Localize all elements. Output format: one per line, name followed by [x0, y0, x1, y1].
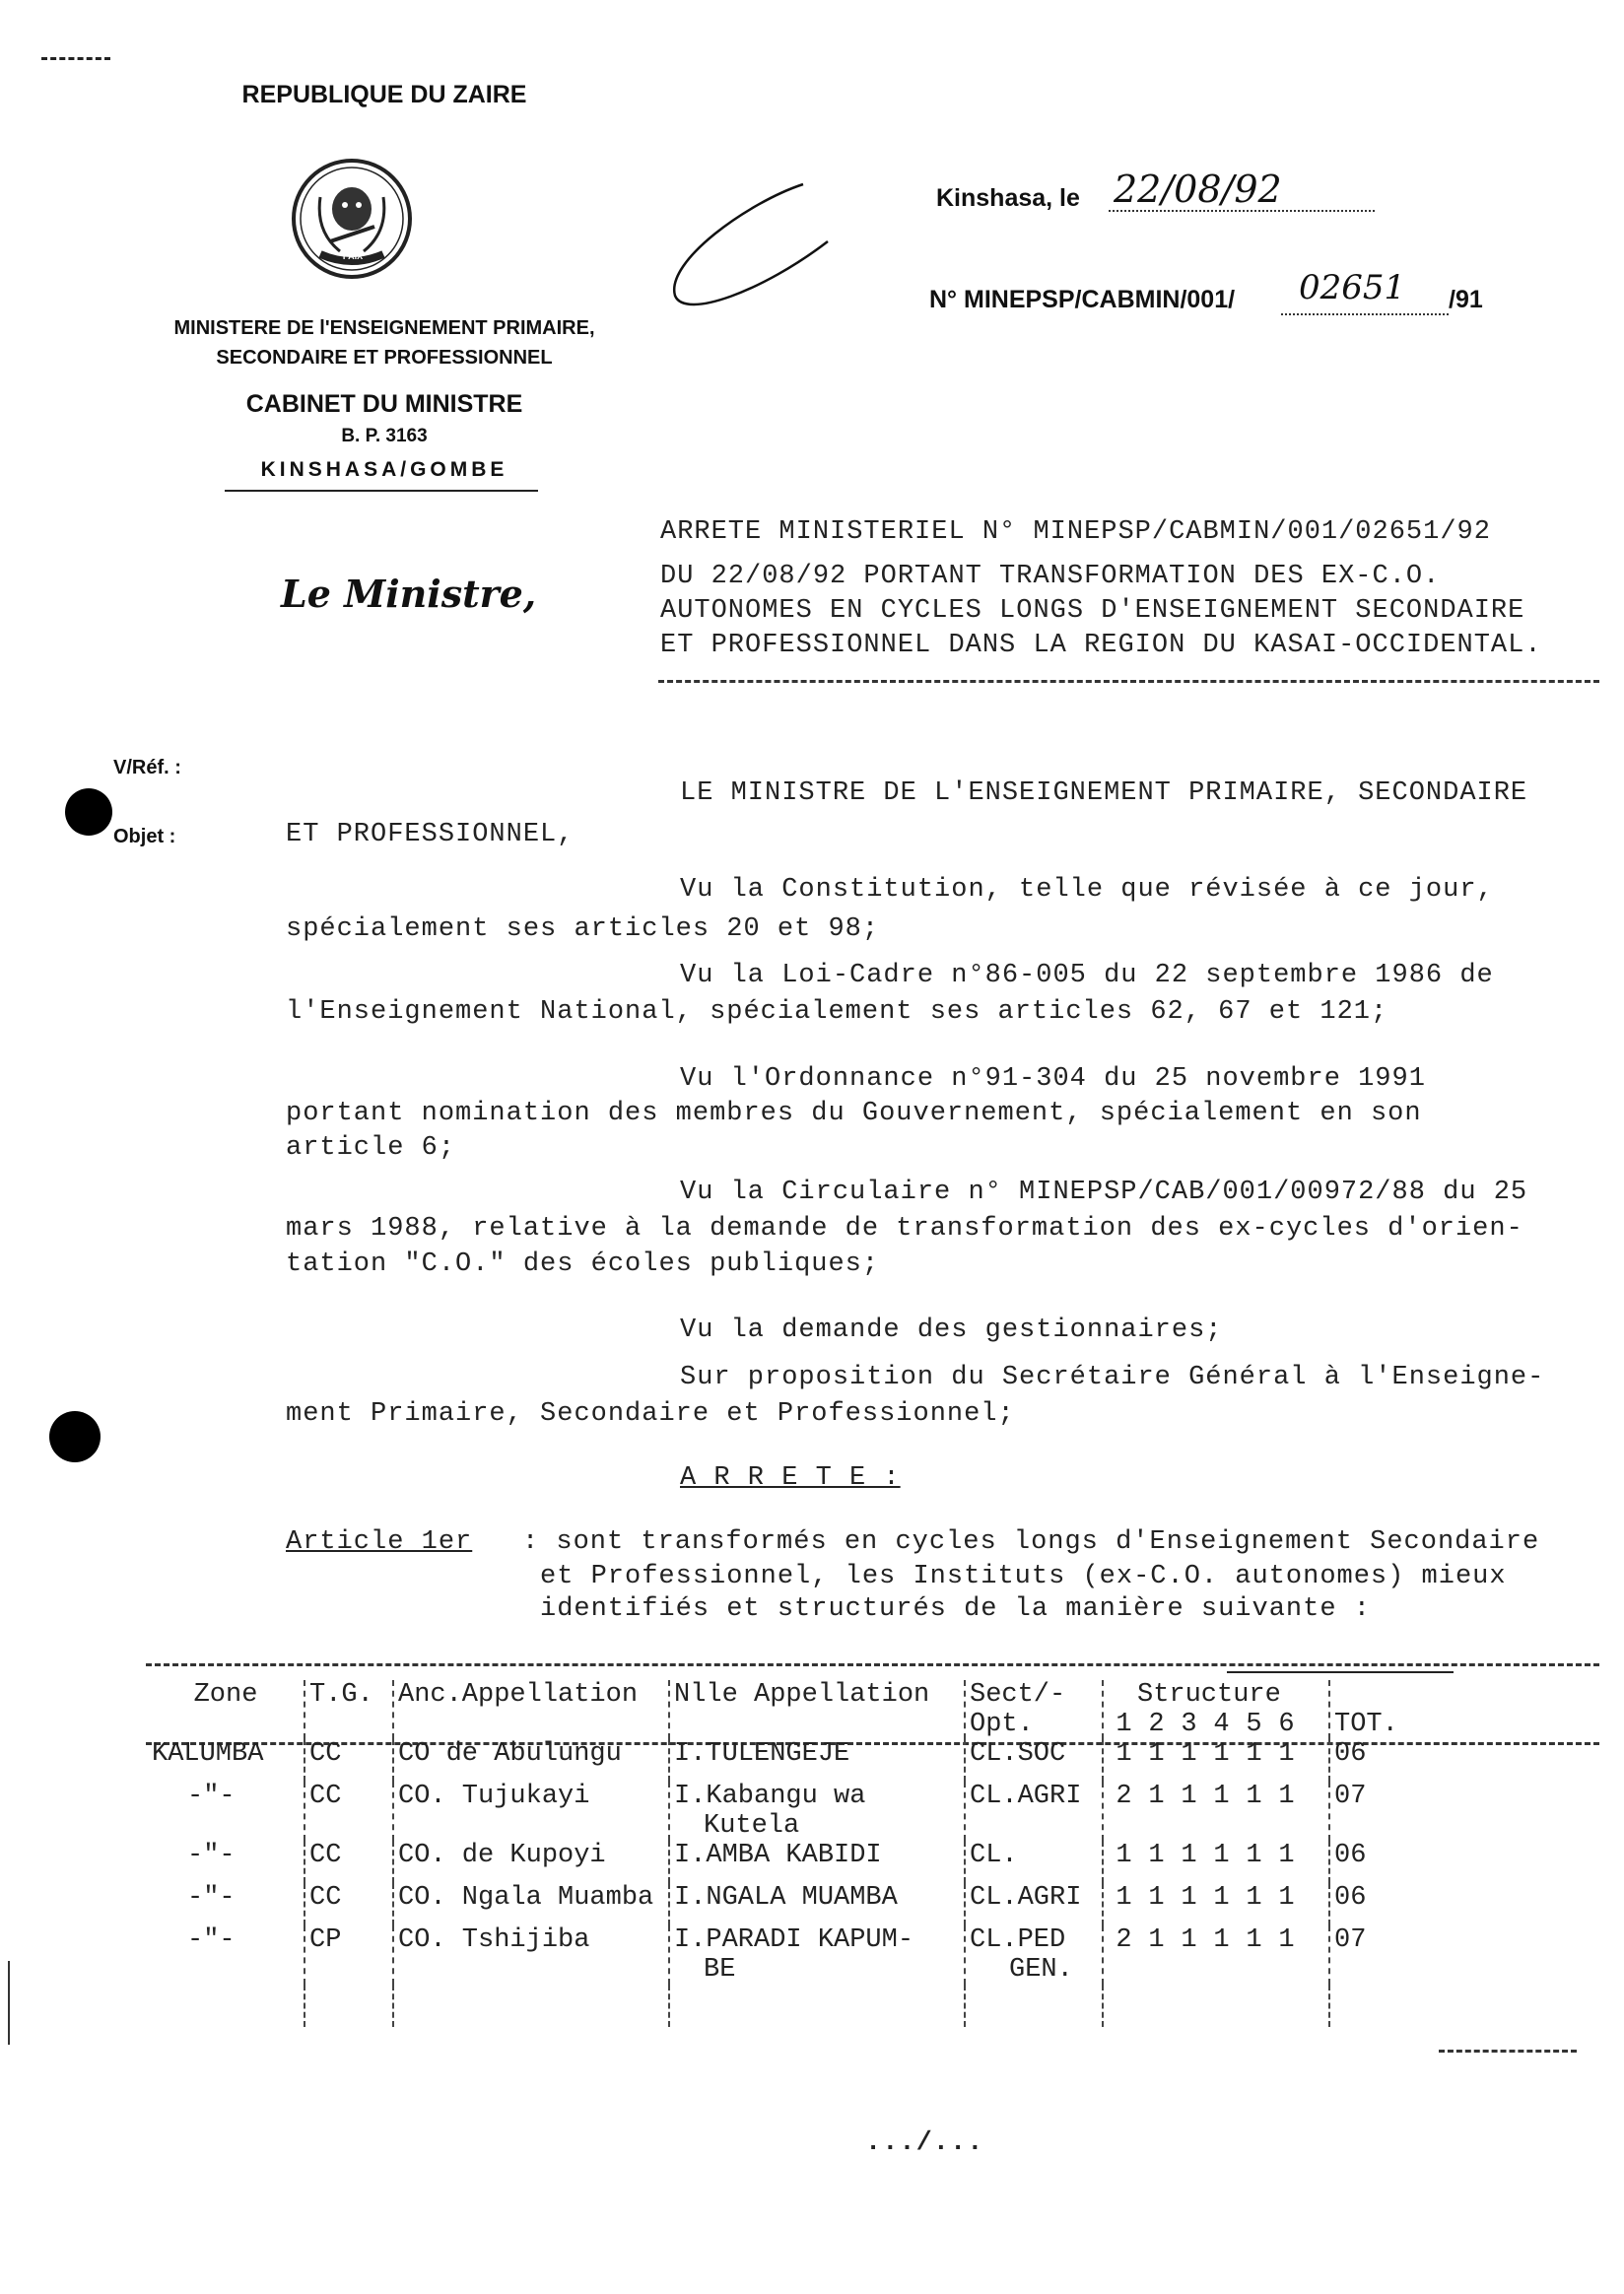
cell-nlle [669, 1925, 965, 1985]
cell-year-5: 1 [1246, 1841, 1262, 1870]
header-year-5: 5 [1246, 1710, 1262, 1739]
header-anc-appellation: Anc.Appellation [393, 1680, 669, 1739]
cell-sect-line-1: CL.SOC [970, 1739, 1066, 1769]
cell-anc: CO de Abulungu [393, 1739, 669, 1782]
cell-sect [965, 1782, 1103, 1841]
cell-year-3: 1 [1181, 1841, 1197, 1870]
cell-year-2: 1 [1148, 1925, 1165, 1955]
article-label: Article 1er [286, 1527, 473, 1557]
cell-nlle-line-1: I.NGALA MUAMBA [674, 1883, 898, 1913]
cell-year-5: 1 [1246, 1883, 1262, 1913]
article-text-1: : sont transformés en cycles longs d'Enseignement Secondaire [522, 1527, 1540, 1557]
vu-constitution-2: spécialement ses articles 20 et 98; [286, 914, 880, 944]
header-years [1108, 1710, 1324, 1739]
cell-year-4: 1 [1213, 1883, 1230, 1913]
structure-underline [1227, 1671, 1454, 1673]
cell-year-6: 1 [1278, 1739, 1295, 1769]
cell-nlle [669, 1883, 965, 1925]
objet-label: Objet : [113, 826, 176, 847]
header-zone: Zone [193, 1680, 258, 1710]
cell-tg: CP [304, 1925, 393, 1985]
vu-constitution-1: Vu la Constitution, telle que révisée à ce jour, [680, 875, 1494, 905]
header-year-1: 1 [1116, 1710, 1132, 1739]
cell-year-2: 1 [1148, 1841, 1165, 1870]
cell-tg: CC [304, 1841, 393, 1883]
sur-proposition-2: ment Primaire, Secondaire et Professionnel; [286, 1399, 1015, 1429]
reference-suffix: /91 [1449, 286, 1483, 313]
header-structure-label: Structure [1137, 1680, 1281, 1710]
cell-nlle-line-1: I.TULENGEJE [674, 1739, 850, 1769]
cell-structure [1103, 1883, 1329, 1925]
table-top-rule [146, 1663, 1599, 1666]
header-tot: TOT. [1329, 1680, 1427, 1739]
state-seal [291, 158, 414, 281]
cell-anc: CO. de Kupoyi [393, 1841, 669, 1883]
cell-zone: -"- [187, 1782, 236, 1811]
header-year-2: 2 [1148, 1710, 1165, 1739]
header-tg: T.G. [304, 1680, 393, 1739]
header-underline [225, 490, 538, 492]
cell-anc: CO. Ngala Muamba [393, 1883, 669, 1925]
cell-year-1: 1 [1116, 1739, 1132, 1769]
cell-year-5: 1 [1246, 1925, 1262, 1955]
vu-ordonnance-2: portant nomination des membres du Gouvernement, spécialement en son [286, 1099, 1422, 1128]
table-row-blank [148, 1985, 1427, 2027]
cell-year-5: 1 [1246, 1782, 1262, 1811]
cell-zone: -"- [187, 1925, 236, 1955]
vu-circulaire-3: tation "C.O." des écoles publiques; [286, 1249, 880, 1279]
article-text-2: et Professionnel, les Instituts (ex-C.O. autonomes) mieux [540, 1562, 1507, 1591]
dateline-underline [1109, 210, 1375, 212]
cell-tg: CC [304, 1883, 393, 1925]
header-year-6: 6 [1278, 1710, 1295, 1739]
table-row [148, 1925, 1427, 1985]
cell-tg: CC [304, 1739, 393, 1782]
cell-sect-line-2: GEN. [1009, 1955, 1073, 1985]
intro-line-2: ET PROFESSIONNEL, [286, 820, 575, 849]
cell-sect [965, 1925, 1103, 1985]
header-year-3: 3 [1181, 1710, 1197, 1739]
cell-year-6: 1 [1278, 1925, 1295, 1955]
cell-tot: 07 [1329, 1782, 1427, 1841]
left-edge-mark [8, 1961, 10, 2045]
cell-sect-line-1: CL. [970, 1841, 1018, 1870]
cell-year-1: 1 [1116, 1883, 1132, 1913]
title-separator [658, 680, 1599, 683]
table-row [148, 1782, 1427, 1841]
cell-tot: 06 [1329, 1841, 1427, 1883]
vu-ordonnance-3: article 6; [286, 1133, 456, 1163]
seal-icon [291, 158, 414, 281]
cell-year-4: 1 [1213, 1925, 1230, 1955]
ministry-line-2: SECONDAIRE ET PROFESSIONNEL [216, 347, 553, 369]
cell-nlle-line-1: I.Kabangu wa [674, 1782, 866, 1811]
cell-structure [1103, 1925, 1329, 1985]
reference-underline [1281, 313, 1449, 315]
cell-year-1: 2 [1116, 1925, 1132, 1955]
cell-zone: -"- [187, 1883, 236, 1913]
punch-hole-bottom [49, 1411, 101, 1462]
vu-circulaire-1: Vu la Circulaire n° MINEPSP/CAB/001/00972/88 du 25 [680, 1178, 1528, 1207]
punch-hole-top [65, 788, 112, 836]
cell-year-4: 1 [1213, 1841, 1230, 1870]
cell-tot: 06 [1329, 1883, 1427, 1925]
dateline-label: Kinshasa, le [936, 184, 1080, 212]
cell-year-4: 1 [1213, 1782, 1230, 1811]
cell-structure [1103, 1782, 1329, 1841]
vu-loi-cadre-2: l'Enseignement National, spécialement ses articles 62, 67 et 121; [286, 997, 1388, 1027]
cell-year-5: 1 [1246, 1739, 1262, 1769]
table-total-rule [1439, 2050, 1577, 2053]
cell-anc: CO. Tujukayi [393, 1782, 669, 1841]
handwritten-paraph [655, 172, 833, 320]
title-line-2: DU 22/08/92 PORTANT TRANSFORMATION DES EX-C.O. [660, 562, 1441, 591]
vref-label: V/Réf. : [113, 757, 181, 778]
title-line-1: ARRETE MINISTERIEL N° MINEPSP/CABMIN/001/02651/92 [660, 517, 1491, 547]
cell-tg: CC [304, 1782, 393, 1841]
cell-year-2: 1 [1148, 1782, 1165, 1811]
vu-loi-cadre-1: Vu la Loi-Cadre n°86-005 du 22 septembre 1986 de [680, 961, 1494, 990]
table-header-row [148, 1680, 1427, 1739]
article-text-3: identifiés et structurés de la manière suivante : [540, 1594, 1371, 1624]
cell-sect [965, 1841, 1103, 1883]
continuation-mark: .../... [865, 2128, 984, 2158]
title-line-4: ET PROFESSIONNEL DANS LA REGION DU KASAI-OCCIDENTAL. [660, 631, 1542, 660]
header-sect: Sect/- [970, 1680, 1066, 1710]
cabinet-title: CABINET DU MINISTRE [245, 390, 523, 418]
postal-box: B. P. 3163 [341, 426, 428, 446]
header-structure [1103, 1680, 1329, 1739]
intro-line-1: LE MINISTRE DE L'ENSEIGNEMENT PRIMAIRE, SECONDAIRE [680, 778, 1528, 808]
cell-sect-line-1: CL.AGRI [970, 1782, 1082, 1811]
title-line-3: AUTONOMES EN CYCLES LONGS D'ENSEIGNEMENT SECONDAIRE [660, 596, 1525, 626]
header-nlle-appellation: Nlle Appellation [669, 1680, 965, 1739]
seal-text: PAIX [342, 251, 364, 261]
cell-tot: 06 [1329, 1739, 1427, 1782]
cell-anc: CO. Tshijiba [393, 1925, 669, 1985]
stray-mark [41, 57, 110, 60]
cell-year-1: 1 [1116, 1841, 1132, 1870]
cell-year-2: 1 [1148, 1739, 1165, 1769]
sur-proposition-1: Sur proposition du Secrétaire Général à l'Enseigne- [680, 1363, 1545, 1392]
cell-year-3: 1 [1181, 1739, 1197, 1769]
cell-year-6: 1 [1278, 1883, 1295, 1913]
header-section [965, 1680, 1103, 1739]
dateline-date: 22/08/92 [1114, 168, 1282, 211]
cell-tot: 07 [1329, 1925, 1427, 1985]
structure-table [148, 1680, 1427, 2027]
reference-label: N° MINEPSP/CABMIN/001/ [929, 286, 1236, 313]
signatory-title: Le Ministre, [281, 572, 537, 616]
table-row [148, 1739, 1427, 1782]
cell-year-3: 1 [1181, 1883, 1197, 1913]
header-year-4: 4 [1213, 1710, 1230, 1739]
country-name: REPUBLIQUE DU ZAIRE [241, 81, 527, 108]
cell-year-2: 1 [1148, 1883, 1165, 1913]
cell-year-3: 1 [1181, 1925, 1197, 1955]
vu-demande: Vu la demande des gestionnaires; [680, 1316, 1223, 1345]
header-opt: Opt. [970, 1710, 1034, 1739]
arrete-heading: A R R E T E : [680, 1463, 901, 1493]
cell-structure [1103, 1841, 1329, 1883]
cell-sect-line-1: CL.AGRI [970, 1883, 1082, 1913]
cell-structure [1103, 1739, 1329, 1782]
vu-ordonnance-1: Vu l'Ordonnance n°91-304 du 25 novembre 1991 [680, 1064, 1426, 1094]
cell-nlle [669, 1782, 965, 1841]
cell-zone: -"- [187, 1841, 236, 1870]
cell-nlle-line-1: I.PARADI KAPUM- [674, 1925, 914, 1955]
ministry-line-1: MINISTERE DE l'ENSEIGNEMENT PRIMAIRE, [173, 317, 595, 339]
cell-zone: KALUMBA [152, 1739, 264, 1769]
cell-nlle-line-2: Kutela [704, 1811, 800, 1841]
cell-sect [965, 1739, 1103, 1782]
reference-number: 02651 [1299, 268, 1406, 307]
cell-sect-line-1: CL.PED [970, 1925, 1066, 1955]
cell-year-3: 1 [1181, 1782, 1197, 1811]
vu-circulaire-2: mars 1988, relative à la demande de transformation des ex-cycles d'orien- [286, 1214, 1523, 1244]
cell-nlle-line-2: BE [704, 1955, 736, 1985]
table-row [148, 1883, 1427, 1925]
cell-year-6: 1 [1278, 1841, 1295, 1870]
cell-sect [965, 1883, 1103, 1925]
cell-nlle [669, 1739, 965, 1782]
cell-nlle-line-1: I.AMBA KABIDI [674, 1841, 882, 1870]
table-row [148, 1841, 1427, 1883]
cell-nlle [669, 1841, 965, 1883]
cell-year-4: 1 [1213, 1739, 1230, 1769]
cell-year-1: 2 [1116, 1782, 1132, 1811]
city-line: KINSHASA/GOMBE [260, 458, 508, 481]
cell-year-6: 1 [1278, 1782, 1295, 1811]
